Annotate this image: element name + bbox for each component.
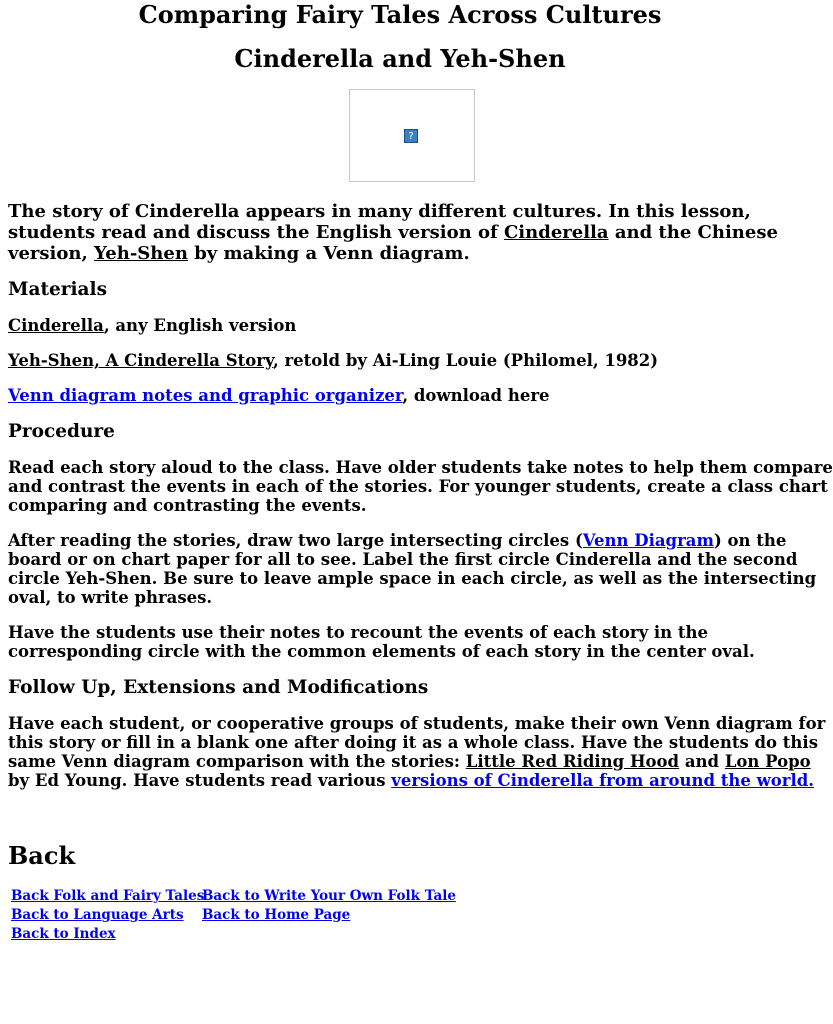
- back-home-page-link[interactable]: Back to Home Page: [202, 907, 351, 923]
- cinderella-title: Cinderella: [503, 222, 609, 243]
- back-index-link[interactable]: Back to Index: [11, 926, 116, 942]
- venn-diagram-link[interactable]: Venn Diagram: [582, 531, 714, 550]
- venn-notes-link[interactable]: Venn diagram notes and graphic organizer: [8, 386, 403, 405]
- nav-column-1: [11, 887, 204, 944]
- procedure-heading: Procedure: [8, 421, 115, 442]
- broken-image-icon: ?: [404, 129, 418, 143]
- page-title: Comparing Fairy Tales Across Cultures: [138, 0, 662, 29]
- back-language-arts-link[interactable]: Back to Language Arts: [11, 907, 184, 923]
- material-item-2: Yeh-Shen, A Cinderella Story, retold by Ai-Ling Louie (Philomel, 1982): [8, 351, 659, 370]
- materials-heading: Materials: [8, 279, 107, 300]
- yehshen-title: Yeh-Shen: [94, 243, 188, 264]
- little-red-riding-hood-title: Little Red Riding Hood: [465, 752, 680, 771]
- back-heading: Back: [8, 841, 76, 870]
- nav-column-2: [202, 887, 456, 925]
- back-folk-fairy-tales-link[interactable]: Back Folk and Fairy Tales: [11, 888, 205, 904]
- followup-heading: Follow Up, Extensions and Modifications: [8, 677, 429, 698]
- back-write-folk-tale-link[interactable]: Back to Write Your Own Folk Tale: [202, 888, 456, 904]
- procedure-paragraph-1: Read each story aloud to the class. Have older students take notes to help them compare and contrast the events in each of the stories. For younger students, create a class chart comparing and contrasting the events.: [8, 458, 833, 515]
- lon-popo-title: Lon Popo: [724, 752, 811, 771]
- material-item-1: Cinderella, any English version: [8, 316, 297, 335]
- material-item-3: Venn diagram notes and graphic organizer, download here: [8, 386, 550, 405]
- page-subtitle: Cinderella and Yeh-Shen: [234, 44, 566, 73]
- cinderella-versions-link[interactable]: versions of Cinderella from around the world.: [391, 771, 815, 790]
- procedure-paragraph-2: After reading the stories, draw two large intersecting circles (Venn Diagram) on the board or on chart paper for all to see. Label the first circle Cinderella and the second circle Yeh-Shen. Be sure to leave ample space in each circle, as well as the intersecting oval, to write phrases.: [8, 531, 817, 607]
- procedure-paragraph-3: Have the students use their notes to recount the events of each story in the corresponding circle with the common elements of each story in the center oval.: [8, 623, 755, 661]
- intro-paragraph: The story of Cinderella appears in many different cultures. In this lesson, students read and discuss the English version of Cinderella and the Chinese version, Yeh-Shen by making a Venn diagram.: [8, 201, 778, 264]
- broken-image: [349, 89, 475, 182]
- followup-paragraph: Have each student, or cooperative groups of students, make their own Venn diagram for this story or fill in a blank one after doing it as a whole class. Have the students do this same Venn diagram comparison with the stories: Little Red Riding Hood and Lon Popo by Ed Young. Have students read various versions of Cinderella from around the world.: [8, 714, 826, 790]
